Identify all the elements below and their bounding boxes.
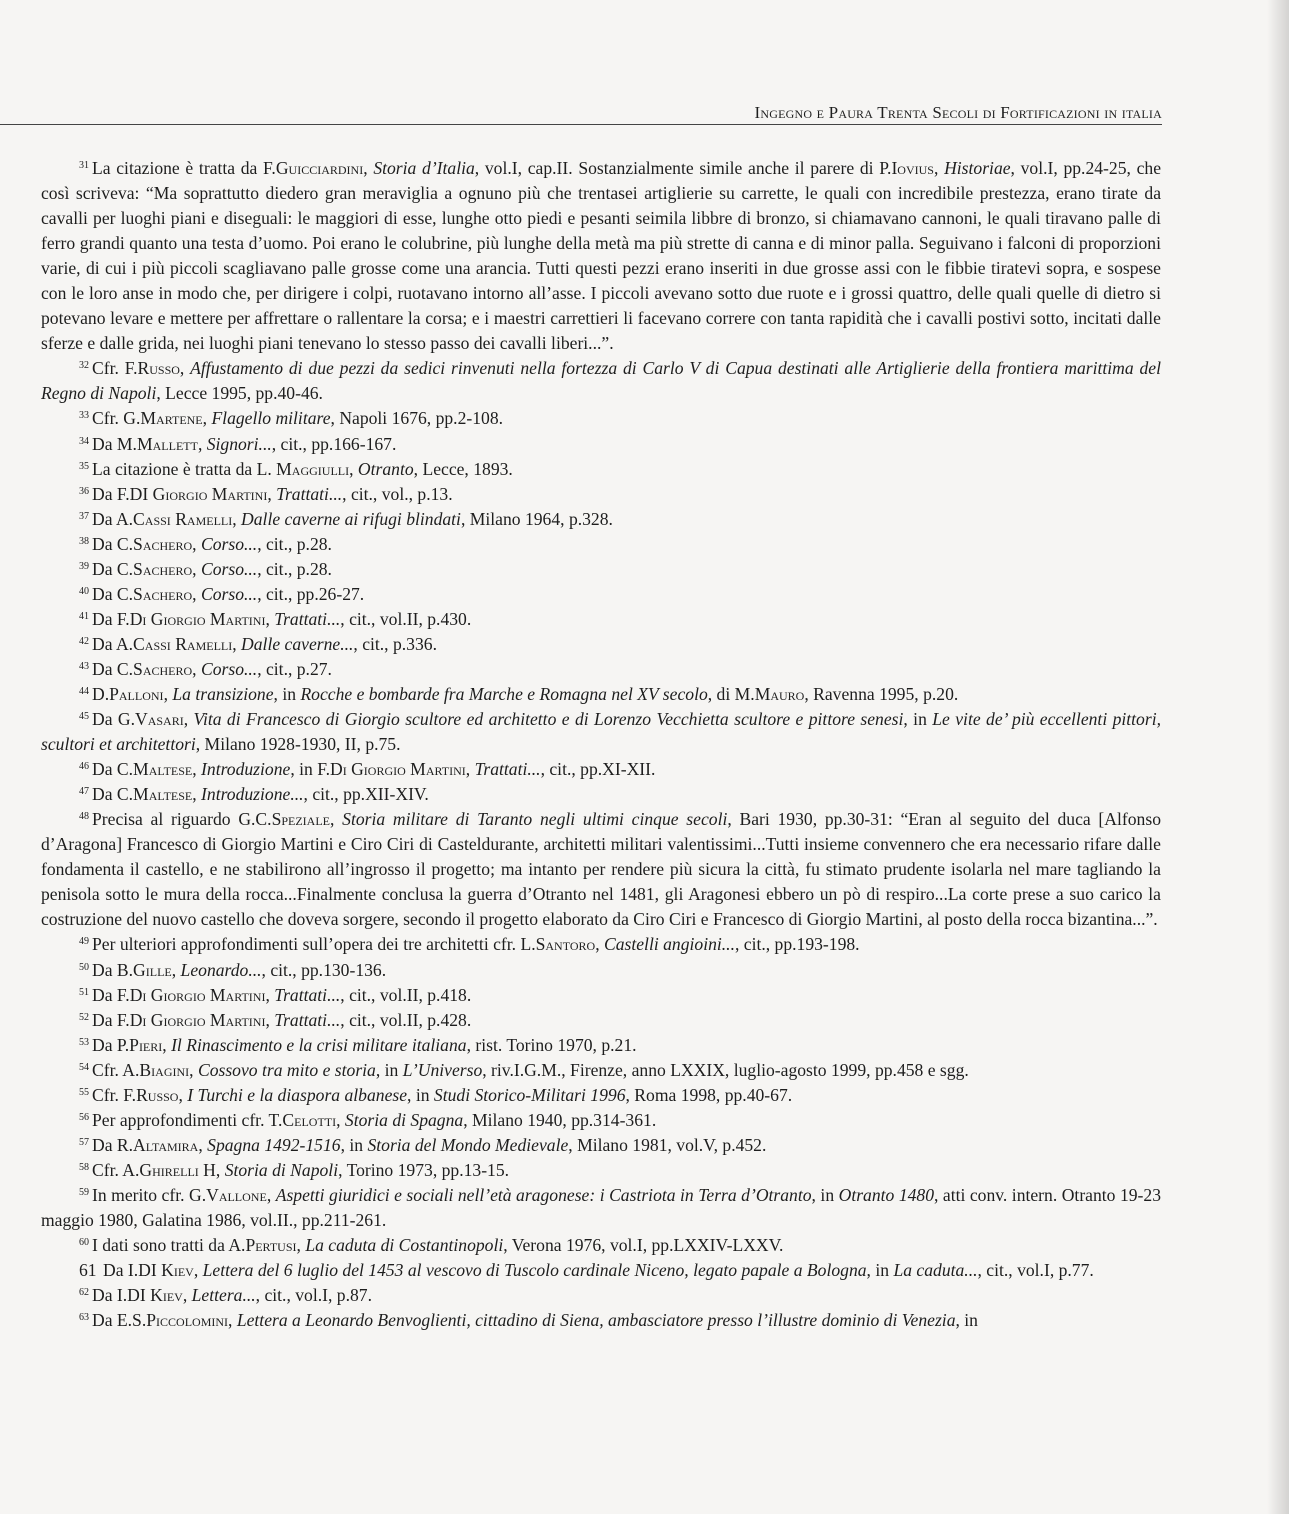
title-italic: Corso...	[200, 558, 258, 579]
footnote-35	[41, 457, 1161, 482]
footnote-text: , cit., pp.130-136.	[261, 959, 387, 980]
footnote-text: ,	[232, 508, 242, 529]
author-name: Vallone	[206, 1184, 267, 1205]
footnote-text: Cfr. G.	[92, 408, 141, 429]
title-italic: Rocche e bombarde fra Marche e Romagna nel XV secolo	[300, 683, 708, 704]
footnote-text: ,	[192, 784, 202, 805]
footnote-59	[41, 1183, 1161, 1233]
footnote-text: Da F.DI	[92, 483, 153, 504]
title-italic: Affustamento di due pezzi da sedici rinvenuti nella fortezza di Carlo V di Capua destinati alle Artiglierie della frontiera marittima del Regno di Napoli	[41, 358, 1161, 404]
footnote-number: 32	[79, 360, 89, 372]
author-name: Kiev	[161, 1260, 194, 1281]
footnote-text: , Lecce 1995, pp.40-46.	[156, 383, 323, 404]
author-name: Ghirelli H	[139, 1159, 216, 1180]
footnote-text: , Verona 1976, vol.I, pp.LXXIV-LXXV.	[503, 1235, 784, 1256]
footnote-text: , Milano 1928-1930, II, p.75.	[195, 734, 401, 755]
title-italic: Corso...	[200, 583, 258, 604]
title-italic: Corso...	[200, 533, 258, 554]
footnote-text: ,	[232, 633, 242, 654]
footnote-text: D.	[92, 683, 110, 704]
footnote-number: 44	[79, 685, 89, 697]
footnote-47	[41, 782, 1161, 807]
footnote-text: ,	[193, 1260, 203, 1281]
footnote-text: Da I.DI	[92, 1285, 151, 1306]
footnote-text: Da C.	[92, 759, 134, 780]
title-italic: Le vite de’ più eccellenti pittori, scultori et architettori	[41, 709, 1161, 755]
footnote-text: Da C.	[92, 658, 134, 679]
footnote-text: ,	[265, 608, 275, 629]
footnote-number: 46	[79, 761, 89, 773]
footnote-48	[41, 807, 1161, 932]
footnote-text: ,	[171, 959, 181, 980]
title-italic: La caduta...	[893, 1260, 978, 1281]
title-italic: Otranto 1480	[838, 1184, 935, 1205]
footnote-text: ,	[192, 759, 202, 780]
title-italic: Studi Storico-Militari 1996	[433, 1084, 626, 1105]
title-italic: Il Rinascimento e la crisi militare italiana	[171, 1034, 467, 1055]
footnote-text: Per ulteriori approfondimenti sull’opera dei tre architetti cfr. L.	[92, 934, 536, 955]
title-italic: Leonardo...	[180, 959, 262, 980]
footnote-text: , Milano 1940, pp.314-361.	[463, 1109, 657, 1130]
footnote-54	[41, 1058, 1161, 1083]
footnote-text: ,	[179, 358, 191, 379]
footnote-number: 52	[79, 1011, 89, 1023]
footnote-text: , in	[375, 1059, 403, 1080]
footnote-text: ,	[162, 1034, 172, 1055]
author-name: Mallett	[136, 433, 198, 454]
footnote-text: , cit., vol.II, p.430.	[340, 608, 472, 629]
footnote-text: Da F.	[92, 1009, 130, 1030]
author-name: Russo	[136, 1084, 179, 1105]
author-name: Guicciardini	[275, 158, 364, 178]
footnote-40	[41, 582, 1161, 607]
footnote-text: , in	[866, 1260, 894, 1281]
author-name: Sachero	[133, 558, 193, 579]
footnote-text: , in	[955, 1310, 978, 1331]
running-header-title: Ingegno e Paura Trenta Secoli di Fortificazioni in italia	[754, 103, 1162, 122]
footnote-text: Cfr. F.	[92, 358, 138, 379]
title-italic: Corso...	[200, 658, 258, 679]
footnote-text: Da A.	[92, 633, 134, 654]
footnote-text: ,	[265, 984, 275, 1005]
footnote-text: , Milano 1964, p.328.	[460, 508, 613, 529]
author-name: Giorgio Martini	[152, 483, 268, 504]
footnote-number: 49	[79, 936, 89, 948]
footnote-43	[41, 657, 1161, 682]
author-name: Sachero	[133, 533, 193, 554]
footnote-52	[41, 1008, 1161, 1033]
author-name: Maggiulli	[276, 458, 350, 479]
title-italic: Lettera del 6 luglio del 1453 al vescovo di Tuscolo cardinale Niceno, legato papale a Bologna	[202, 1260, 867, 1281]
footnote-text: , vol.I, pp.24-25, che così scriveva: “Ma soprattutto diedero gran meraviglia a ognuno più che trentasei artiglierie su carrette, le quali con incredibile prestezza, erano tirate da cavalli per luoghi piani e diseguali: le maggiori di esse, lunghe otto piedi e pesanti seimila libbre di bronzo, si chiamavano cannoni, le quali tiravano palle di ferro grandi quanto una testa d’uomo. Poi erano le colubrine, più lunghe della metà ma più strette di canna e di minor palla. Seguivano i falconi di proporzioni varie, di cui i più piccoli scagliavano palle grosse come una arancia. Tutti questi pezzi erano inseriti in due grosse assi con le fibbie tiratevi sopra, e sospese con le loro anse in modo che, per dirigere i colpi, ruotavano intorno all’asse. I piccoli avevano sotto due ruote e i grossi quattro, delle quali quelle di dietro si potevano levare e mettere per affrettare o rallentare la corsa; e i maestri carrettieri li facevano correre con tanta rapidità che i cavalli postivi sotto, incitati dalle sferze e dalle grida, nei luoghi piani tenevano lo stesso passo dei cavalli liberi...”.	[41, 158, 1162, 354]
footnote-text: , di M.	[707, 683, 755, 704]
footnote-53	[41, 1033, 1161, 1058]
footnote-text: ,	[189, 1059, 198, 1080]
footnote-text: , cit., pp.XII-XIV.	[303, 784, 429, 805]
footnote-text: La citazione è tratta da L.	[92, 458, 277, 479]
author-name: Vasari	[135, 709, 184, 730]
footnote-text: , cit., vol.II, p.428.	[340, 1009, 472, 1030]
footnote-number: 43	[79, 660, 89, 672]
footnote-text: , atti conv. intern. Otranto 19-23 maggio 1980, Galatina 1986, vol.II., pp.211-261.	[41, 1184, 1162, 1230]
author-name: Celotti	[282, 1109, 337, 1130]
title-italic: Trattati...	[474, 759, 541, 780]
footnote-text: , cit., vol.I, p.87.	[255, 1285, 372, 1306]
title-italic: Storia d’Italia	[373, 158, 475, 178]
footnote-text: In merito cfr. G.	[92, 1184, 207, 1205]
title-italic: Vita di Francesco di Giorgio scultore ed architetto e di Lorenzo Vecchietta scultore e pittore senesi	[193, 709, 904, 730]
footnote-text: ,	[198, 1134, 208, 1155]
footnote-text: , cit., pp.XI-XII.	[540, 759, 656, 780]
footnote-32	[41, 356, 1161, 406]
footnote-text: , cit., pp.166-167.	[271, 433, 397, 454]
footnote-text: I dati sono tratti da A.	[92, 1235, 246, 1256]
author-name: Biagini	[139, 1059, 190, 1080]
footnote-61	[41, 1258, 1161, 1283]
title-italic: Dalle caverne...	[241, 633, 354, 654]
footnote-text: , cit., pp.26-27.	[257, 583, 365, 604]
footnote-text: , Ravenna 1995, p.20.	[804, 683, 959, 704]
footnote-text: ,	[465, 759, 475, 780]
footnote-text: , cit., p.27.	[257, 658, 332, 679]
footnote-text: ,	[178, 1084, 188, 1105]
author-name: Sachero	[133, 583, 193, 604]
author-name: Speziale	[271, 809, 331, 830]
author-name: Cassi Ramelli	[133, 633, 233, 654]
footnote-58	[41, 1158, 1161, 1183]
title-italic: Dalle caverne ai rifugi blindati	[241, 508, 461, 529]
footnote-text: , in	[407, 1084, 434, 1105]
footnote-text: , cit., vol.II, p.418.	[340, 984, 472, 1005]
footnote-63	[41, 1308, 1161, 1333]
title-italic: Otranto	[357, 458, 414, 479]
author-name: Pertusi	[245, 1235, 297, 1256]
footnote-text: , in	[903, 709, 933, 730]
title-italic: Trattati...	[274, 1009, 341, 1030]
footnote-text: ,	[349, 458, 358, 479]
footnote-text: Da C.	[92, 558, 134, 579]
author-name: Santoro	[535, 934, 596, 955]
footnote-text: , cit., pp.193-198.	[734, 934, 860, 955]
footnote-text: Da C.	[92, 583, 134, 604]
title-italic: Historiae	[944, 158, 1011, 178]
footnote-text: ,	[265, 1009, 275, 1030]
footnote-text: ,	[363, 158, 374, 178]
title-italic: L’Universo	[402, 1059, 483, 1080]
footnote-31	[41, 156, 1161, 356]
footnote-text: ,	[933, 158, 945, 178]
footnote-text: , Milano 1981, vol.V, p.452.	[568, 1134, 767, 1155]
footnote-text: Da B.	[92, 959, 134, 980]
footnote-text: , Napoli 1676, pp.2-108.	[330, 408, 504, 429]
footnote-text: Da F.	[92, 984, 130, 1005]
title-italic: Storia di Spagna	[344, 1109, 464, 1130]
author-name: Martene	[140, 408, 203, 429]
title-italic: Aspetti giuridici e sociali nell’età aragonese: i Castriota in Terra d’Otranto	[275, 1184, 812, 1205]
footnote-38	[41, 532, 1161, 557]
title-italic: Lettera...	[191, 1285, 256, 1306]
author-name: Di Giorgio Martini	[129, 608, 266, 629]
footnote-number: 47	[79, 786, 89, 798]
footnote-44	[41, 682, 1161, 707]
title-italic: Trattati...	[276, 483, 343, 504]
author-name: Palloni	[109, 683, 164, 704]
footnote-number: 58	[79, 1161, 89, 1173]
footnote-text: ,	[182, 1285, 192, 1306]
footnote-number: 41	[79, 610, 89, 622]
footnote-number: 33	[79, 410, 89, 422]
footnote-number: 50	[79, 961, 89, 973]
footnote-number: 55	[79, 1086, 89, 1098]
footnote-text: Da P.	[92, 1034, 130, 1055]
footnote-text: Da G.	[92, 709, 136, 730]
footnote-60	[41, 1233, 1161, 1258]
author-name: Sachero	[133, 658, 193, 679]
author-name: Gille	[133, 959, 172, 980]
footnote-text: ,	[595, 934, 604, 955]
footnote-text: , cit., p.336.	[353, 633, 437, 654]
footnote-number: 60	[79, 1237, 89, 1249]
footnote-number: 54	[79, 1061, 89, 1073]
footnote-text: , in	[340, 1134, 368, 1155]
footnote-number: 31	[79, 160, 89, 171]
author-name: Pieri	[129, 1034, 163, 1055]
title-italic: Introduzione	[201, 759, 291, 780]
footnote-text: , rist. Torino 1970, p.21.	[466, 1034, 637, 1055]
footnote-number: 40	[79, 585, 89, 597]
footnote-text: Da F.	[92, 608, 130, 629]
footnote-text: Da I.DI	[103, 1260, 162, 1281]
footnote-text: ,	[192, 533, 201, 554]
footnote-number: 62	[79, 1287, 89, 1299]
footnote-text: La citazione è tratta da F.	[92, 158, 276, 178]
title-italic: Flagello militare	[211, 408, 331, 429]
footnote-number: 37	[79, 510, 89, 522]
footnote-number: 51	[79, 986, 89, 998]
title-italic: Cossovo tra mito e storia	[197, 1059, 376, 1080]
footnote-text: ,	[215, 1159, 225, 1180]
footnote-text: , Bari 1930, pp.30-31: “Eran al seguito del duca [Alfonso d’Aragona] Francesco di Giorgio Martini e Ciro Ciri di Casteldurante, architetti militari valentissimi...Tutti insieme convennero che era necessario rifare dalle fondamenta il castello, e ne stabilirono all’ingrosso il progetto; ma intanto per rendere più sicura la città, fu stimato prudente isolarla nel mare tagliando la penisola sotto le mura della rocca...Finalmente conclusa la guerra d’Otranto nel 1481, gli Aragonesi ebbero un pò di respiro...La corte prese a suo carico la costruzione del nuovo castello che doveva sorgere, secondo il progetto elaborato da Ciro Ciri e Francesco di Giorgio Martini, al posto della rocca bizantina...”.	[41, 809, 1161, 930]
title-italic: Trattati...	[274, 984, 341, 1005]
footnote-text: Per approfondimenti cfr. T.	[92, 1109, 283, 1130]
title-italic: Storia del Mondo Medievale	[367, 1134, 569, 1155]
title-italic: Lettera a Leonardo Benvoglienti, cittadino di Siena, ambasciatore presso l’illustre dominio di Venezia	[236, 1310, 956, 1331]
footnote-text: , cit., p.28.	[257, 558, 332, 579]
title-italic: Storia di Napoli	[224, 1159, 339, 1180]
footnote-text: ,	[183, 709, 194, 730]
footnote-39	[41, 557, 1161, 582]
footnote-text: ,	[202, 408, 212, 429]
footnote-text: , cit., vol.I, p.77.	[977, 1260, 1094, 1281]
footnote-50	[41, 958, 1161, 983]
title-italic: Spagna 1492-1516	[207, 1134, 341, 1155]
footnote-33	[41, 406, 1161, 431]
author-name: Di Giorgio Martini	[129, 984, 266, 1005]
author-name: Kiev	[150, 1285, 183, 1306]
title-italic: I Turchi e la diaspora albanese	[187, 1084, 408, 1105]
footnote-number: 53	[79, 1036, 89, 1048]
author-name: Cassi Ramelli	[133, 508, 233, 529]
footnote-37	[41, 507, 1161, 532]
footnote-text: , in F.	[290, 759, 330, 780]
title-italic: Introduzione...	[201, 784, 304, 805]
footnote-text: Da M.	[92, 433, 137, 454]
footnote-55	[41, 1083, 1161, 1108]
footnote-text: Da A.	[92, 508, 134, 529]
footnote-number: 59	[79, 1186, 89, 1198]
footnote-text: ,	[192, 658, 201, 679]
footnote-number: 56	[79, 1111, 89, 1123]
footnote-text: Da C.	[92, 533, 134, 554]
footnote-text: ,	[197, 433, 207, 454]
author-name: Mauro	[754, 683, 805, 704]
footnote-number: 36	[79, 485, 89, 497]
footnote-text: Da R.	[92, 1134, 134, 1155]
footnote-number: 63	[79, 1312, 89, 1324]
footnote-56	[41, 1108, 1161, 1133]
footnote-text: ,	[267, 483, 277, 504]
footnote-text: , cit., p.28.	[257, 533, 332, 554]
footnote-text: Da E.S.	[92, 1310, 147, 1331]
footnote-text: ,	[163, 683, 173, 704]
footnote-number: 57	[79, 1136, 89, 1148]
footnote-number: 45	[79, 711, 89, 723]
footnote-45	[41, 707, 1161, 757]
footnote-number: 42	[79, 635, 89, 647]
footnote-41	[41, 607, 1161, 632]
footnote-text: Precisa al riguardo G.C.	[92, 809, 272, 830]
footnote-42	[41, 632, 1161, 657]
footnote-text: ,	[228, 1310, 237, 1331]
footnote-62	[41, 1283, 1161, 1308]
footnote-number: 48	[79, 811, 89, 823]
page-edge-shadow	[1267, 0, 1289, 1514]
footnote-text: , vol.I, cap.II. Sostanzialmente simile anche il parere di P.	[474, 158, 892, 178]
footnote-text: Cfr. A.	[92, 1159, 140, 1180]
footnote-text: ,	[296, 1235, 306, 1256]
footnote-text: , in	[811, 1184, 839, 1205]
author-name: Altamira	[133, 1134, 199, 1155]
footnote-text: , Roma 1998, pp.40-67.	[625, 1084, 793, 1105]
footnote-text: , Lecce, 1893.	[413, 458, 513, 479]
footnote-text: , cit., vol., p.13.	[342, 483, 453, 504]
footnote-text: ,	[330, 809, 343, 830]
title-italic: Storia militare di Taranto negli ultimi cinque secoli	[342, 809, 728, 830]
title-italic: La caduta di Costantinopoli	[305, 1235, 504, 1256]
author-name: Di Giorgio Martini	[129, 1009, 266, 1030]
footnote-text: , riv.I.G.M., Firenze, anno LXXIX, luglio-agosto 1999, pp.458 e sgg.	[482, 1059, 969, 1080]
footnotes-list	[41, 156, 1161, 1333]
footnote-34	[41, 432, 1161, 457]
footnote-text: , Torino 1973, pp.13-15.	[338, 1159, 510, 1180]
author-name: Maltese	[133, 759, 193, 780]
footnote-text: Da C.	[92, 784, 134, 805]
footnote-number: 38	[79, 535, 89, 547]
running-header	[0, 104, 1162, 125]
footnote-number: 61	[79, 1260, 97, 1281]
footnote-number: 35	[79, 460, 89, 472]
title-italic: Trattati...	[274, 608, 341, 629]
author-name: Maltese	[133, 784, 193, 805]
footnote-number: 34	[79, 435, 89, 447]
footnote-text: ,	[192, 558, 201, 579]
footnote-text: Cfr. A.	[92, 1059, 140, 1080]
footnote-text: ,	[266, 1184, 276, 1205]
footnote-number: 39	[79, 560, 89, 572]
footnote-51	[41, 983, 1161, 1008]
author-name: Piccolomini	[146, 1310, 229, 1331]
author-name: Di Giorgio Martini	[329, 759, 466, 780]
title-italic: Signori...	[206, 433, 272, 454]
footnote-text: ,	[192, 583, 201, 604]
footnote-text: ,	[336, 1109, 345, 1130]
footnote-36	[41, 482, 1161, 507]
author-name: Iovius	[891, 158, 934, 178]
footnote-text: , in	[273, 683, 301, 704]
footnote-49	[41, 932, 1161, 957]
footnote-46	[41, 757, 1161, 782]
title-italic: La transizione	[172, 683, 274, 704]
footnote-57	[41, 1133, 1161, 1158]
title-italic: Castelli angioini...	[603, 934, 735, 955]
footnote-text: Cfr. F.	[92, 1084, 137, 1105]
author-name: Russo	[137, 358, 180, 379]
